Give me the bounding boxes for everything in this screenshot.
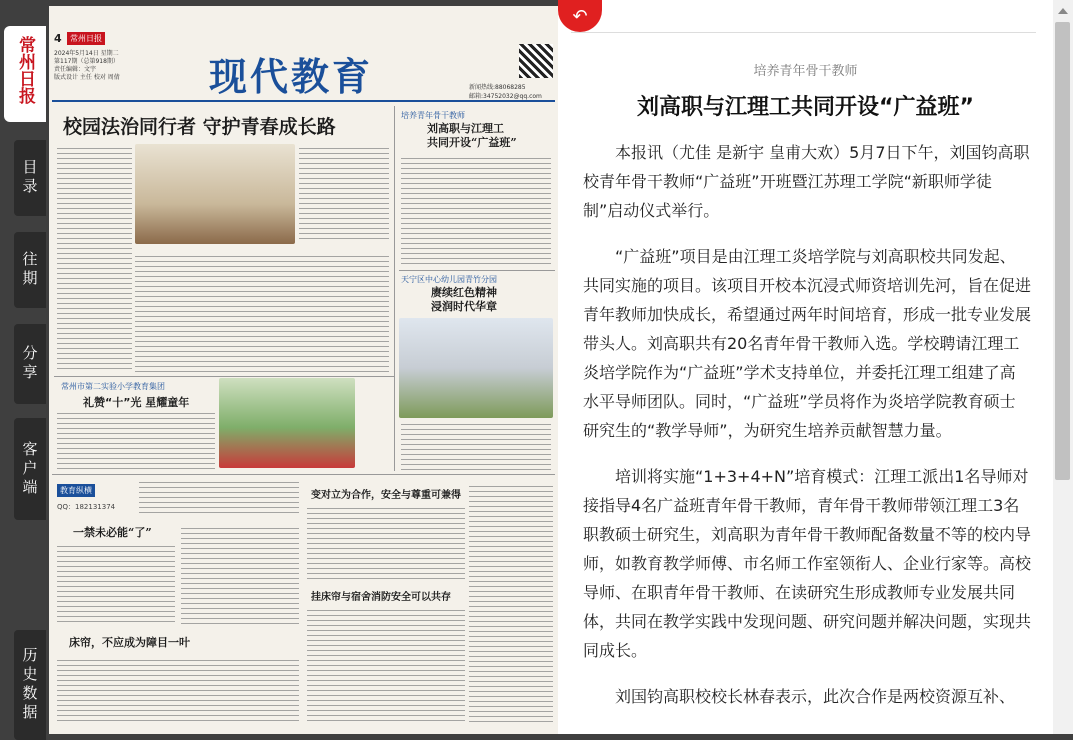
nav-label: 往期 (20, 251, 39, 289)
side-divider (399, 270, 555, 271)
masthead: 现代教育 (209, 54, 374, 99)
column-text-5 (307, 608, 465, 724)
side-kicker: 培养青年骨干教师 (401, 111, 465, 120)
school-photo[interactable] (219, 378, 355, 468)
school-headline: 礼赞“十”光 星耀童年 (83, 396, 190, 409)
nav-item-archive[interactable] (14, 232, 46, 308)
column-divider (394, 106, 395, 471)
scrollbar[interactable] (1053, 0, 1073, 734)
lead-headline: 校园法治同行者 守护青春成长路 (63, 116, 336, 138)
logo-text: 常州日报 (15, 36, 35, 104)
newspaper-page[interactable] (49, 6, 558, 734)
lead-text-col3 (135, 254, 389, 374)
contact-info: 新闻热线:88068285 邮箱:34752032@qq.com (469, 84, 542, 100)
column-head-2: 床帘，不应成为障目一叶 (69, 636, 190, 649)
column-text-2 (181, 526, 299, 624)
kindergarten-photo[interactable] (399, 318, 553, 418)
nav-label: 分享 (20, 345, 39, 383)
lead-text-col2 (299, 146, 389, 241)
qr-code-icon (519, 44, 553, 78)
nav-item-catalog[interactable] (14, 140, 46, 216)
kindergarten-text (401, 422, 551, 470)
article-panel (558, 0, 1053, 734)
school-text (57, 411, 215, 469)
nav-label: 历史数据 (20, 647, 39, 723)
kindergarten-kicker: 天宁区中心幼儿园青竹分园 (401, 275, 497, 284)
article-paragraph: 刘国钧高职校校长林春表示，此次合作是两校资源互补、 (615, 687, 1016, 706)
school-kicker: 常州市第二实验小学教育集团 (61, 382, 165, 391)
article-body (583, 138, 1031, 728)
scroll-up-arrow-icon[interactable] (1058, 8, 1068, 14)
column-text-1 (57, 544, 175, 624)
nav-item-share[interactable] (14, 324, 46, 404)
page-number: 4 (54, 32, 62, 45)
article-title: 刘高职与江理工共同开设“广益班” (637, 95, 974, 120)
scroll-thumb[interactable] (1055, 22, 1070, 480)
date-info: 2024年5月14日 星期二 第117期（总第918期） 责任编辑：文宇 版式设计 主任 校对 周倩 (54, 50, 120, 81)
lead-photo[interactable] (135, 144, 295, 244)
side-text (401, 156, 551, 266)
column-head-3: 变对立为合作，安全与尊重可兼得 (311, 490, 461, 501)
column-label: 教育纵横 (57, 484, 95, 497)
school-divider (54, 376, 394, 377)
nav-item-client[interactable] (14, 418, 46, 520)
column-text-3 (57, 658, 299, 724)
article-paragraph: “广益班”项目是由江理工炎培学院与刘高职校共同发起、共同实施的项目。该项目开校本沉浸式师资培训先河，旨在促进青年教师加快成长，希望通过两年时间培育，形成一批专业发展带头人。刘高职共有20名青年骨干教师入选。学校聘请江理工炎培学院作为“广益班”学术支持单位，并委托江理工组建了高水平导师团队。同时，“广益班”学员将作为炎培学院教育硕士研究生的“教学导师”，为研究生培养贡献智慧力量。 (583, 247, 1032, 440)
paper-brand: 常州日报 (67, 32, 105, 45)
column-head-4: 挂床帘与宿舍消防安全可以共存 (311, 592, 451, 603)
masthead-rule (52, 100, 555, 102)
nav-label: 客户端 (20, 440, 39, 498)
lead-text-col1 (57, 146, 132, 371)
nav-item-history[interactable] (14, 630, 46, 740)
nav-label: 目录 (20, 159, 39, 197)
article-paragraph: 本报讯（尤佳 是新宇 皇甫大欢）5月7日下午，刘国钧高职校青年骨干教师“广益班”开班暨江苏理工学院“新职师学徒制”启动仪式举行。 (583, 143, 1030, 220)
section-rule (52, 474, 555, 475)
article-top-rule (571, 32, 1036, 33)
article-paragraph: 培训将实施“1+3+4+N”培育模式：江理工派出1名导师对接指导4名广益班青年骨干教师，青年骨干教师带领江理工3名职教硕士研究生，刘高职为青年骨干教师配备数量不等的校内导师，如教育教学师傅、市名师工作室领衔人、企业行家等。高校导师、在职青年骨干教师、在读研究生形成教师专业发展共同体，共同在教学实践中发现问题、研究问题并解决问题，实现共同成长。 (583, 467, 1032, 660)
back-button[interactable] (558, 0, 602, 32)
kindergarten-headline: 赓续红色精神 浸润时代华章 (431, 286, 497, 313)
side-headline: 刘高职与江理工 共同开设“广益班” (427, 122, 517, 149)
column-text-6 (469, 484, 553, 724)
column-qq: QQ：182131374 (57, 503, 116, 511)
column-intro (139, 480, 299, 514)
column-text-4 (307, 506, 465, 582)
back-arrow-icon: ↶ (572, 5, 588, 27)
logo-tab[interactable] (4, 26, 46, 122)
column-head-1: 一禁未必能“了” (73, 526, 152, 539)
article-kicker: 培养青年骨干教师 (753, 64, 858, 79)
